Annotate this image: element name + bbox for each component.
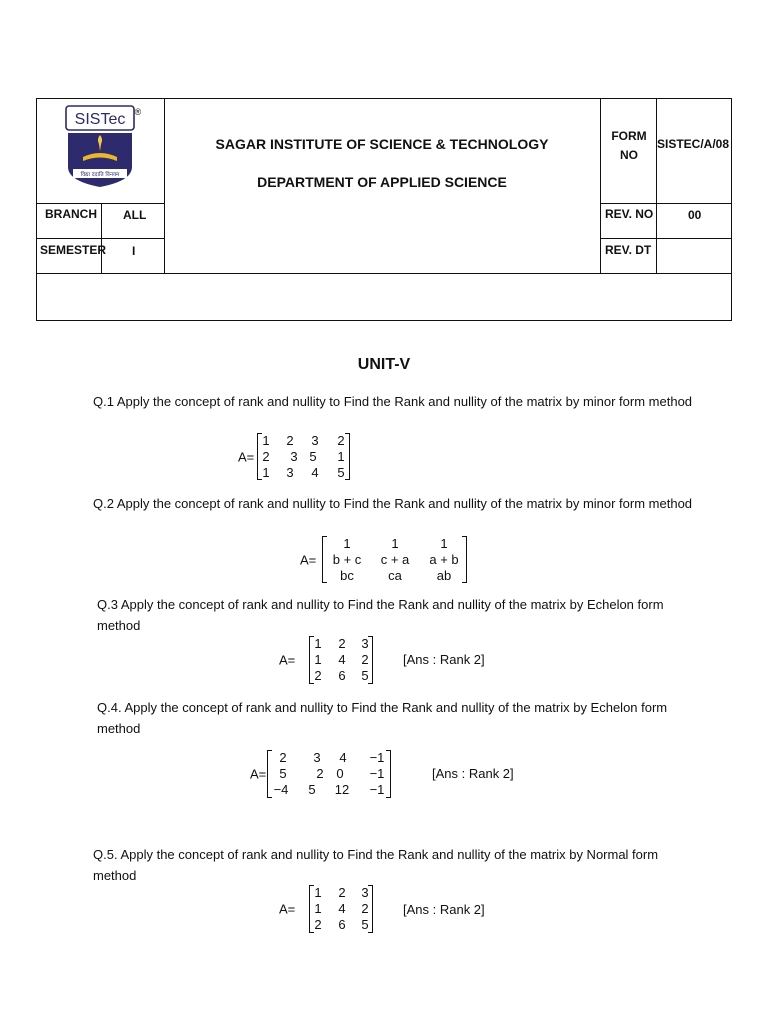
matrix-cell: 5: [309, 449, 317, 464]
sistec-logo: [65, 105, 141, 189]
divider: [37, 273, 732, 274]
right-bracket: [368, 885, 373, 933]
matrix-cell: 3: [290, 449, 298, 464]
matrix-cell: b + c: [332, 552, 362, 567]
matrix-cell: 5: [361, 668, 369, 683]
rev-no-label: REV. NO: [605, 207, 654, 221]
matrix-cell: 2: [361, 652, 369, 667]
unit-title: UNIT-V: [357, 356, 411, 373]
matrix-cell: 1: [314, 652, 322, 667]
left-bracket: [257, 433, 262, 480]
logo-text: SISTec: [74, 111, 126, 128]
matrix-cell: 2: [338, 885, 346, 900]
form-no-label: FORM NO: [611, 129, 647, 162]
matrix-cell: 2: [314, 668, 322, 683]
matrix-cell: 1: [262, 433, 270, 448]
left-bracket: [322, 536, 327, 583]
matrix-cell: 2: [314, 917, 322, 932]
matrix-cell: 1: [337, 449, 345, 464]
matrix-block: [300, 536, 470, 583]
branch-value: ALL: [123, 208, 147, 222]
matrix-prefix: A=: [279, 652, 296, 668]
right-bracket: [345, 433, 350, 480]
matrix-cell: 2: [262, 449, 270, 464]
rev-dt-label: REV. DT: [605, 243, 652, 257]
answer-note: [Ans : Rank 2]: [403, 652, 485, 667]
divider: [101, 203, 102, 273]
matrix-cell: 4: [339, 750, 347, 765]
matrix: [322, 536, 467, 583]
branch-label: BRANCH: [45, 207, 97, 221]
matrix-cell: 2: [338, 636, 346, 651]
divider: [601, 238, 732, 239]
matrix-cell: 2: [279, 750, 287, 765]
matrix-cell: a + b: [429, 552, 459, 567]
matrix: [267, 750, 391, 798]
matrix-cell: 1: [391, 536, 399, 551]
matrix-prefix: A=: [250, 766, 267, 782]
matrix-cell: −1: [369, 782, 385, 797]
matrix-prefix: A=: [279, 901, 296, 917]
matrix-cell: 3: [361, 885, 369, 900]
question-text: Q.5. Apply the concept of rank and nullity to Find the Rank and nullity of the matrix by Normal form method: [93, 847, 659, 883]
matrix-cell: 6: [338, 668, 346, 683]
matrix-cell: c + a: [380, 552, 410, 567]
registered-mark: ®: [134, 107, 141, 117]
matrix-cell: 4: [311, 465, 319, 480]
matrix-prefix: A=: [238, 449, 255, 464]
matrix-cell: 3: [313, 750, 321, 765]
matrix-cell: 1: [314, 885, 322, 900]
question-text: Q.2 Apply the concept of rank and nullity to Find the Rank and nullity of the matrix by minor form method: [93, 496, 693, 511]
matrix-cell: 5: [361, 917, 369, 932]
right-bracket: [462, 536, 467, 583]
right-bracket: [368, 636, 373, 684]
matrix-block: [279, 885, 379, 933]
matrix-cell: 3: [361, 636, 369, 651]
left-bracket: [267, 750, 272, 798]
matrix-cell: ab: [436, 568, 452, 583]
question-text: Q.1 Apply the concept of rank and nullity to Find the Rank and nullity of the matrix by minor form method: [93, 394, 693, 409]
matrix-cell: 5: [337, 465, 345, 480]
matrix-cell: −4: [273, 782, 289, 797]
matrix-cell: 2: [337, 433, 345, 448]
matrix-cell: −1: [369, 750, 385, 765]
institute-name: SAGAR INSTITUTE OF SCIENCE & TECHNOLOGY: [215, 136, 549, 152]
department-name: DEPARTMENT OF APPLIED SCIENCE: [257, 174, 507, 190]
header-table: [36, 98, 732, 321]
matrix-cell: bc: [340, 568, 354, 583]
left-bracket: [309, 636, 314, 684]
left-bracket: [309, 885, 314, 933]
matrix-cell: 3: [311, 433, 319, 448]
matrix-block: [250, 750, 395, 798]
matrix-cell: 1: [314, 636, 322, 651]
matrix: [309, 636, 373, 684]
matrix-cell: 1: [440, 536, 448, 551]
matrix: [257, 433, 350, 480]
matrix-cell: −1: [369, 766, 385, 781]
question-text: Q.3 Apply the concept of rank and nullity to Find the Rank and nullity of the matrix by Echelon form method: [97, 597, 664, 633]
matrix-cell: 2: [316, 766, 324, 781]
matrix-cell: ca: [388, 568, 402, 583]
matrix-cell: 1: [262, 465, 270, 480]
answer-note: [Ans : Rank 2]: [403, 902, 485, 917]
semester-label: SEMESTER: [40, 243, 107, 257]
matrix-prefix: A=: [300, 552, 317, 567]
matrix-block: [238, 433, 358, 480]
divider: [601, 203, 732, 204]
matrix-cell: 4: [338, 901, 346, 916]
rev-no-value: 00: [688, 208, 702, 222]
matrix-cell: 3: [286, 465, 294, 480]
question-text: Q.4. Apply the concept of rank and nullity to Find the Rank and nullity of the matrix by Echelon form method: [97, 700, 668, 736]
matrix-cell: 5: [308, 782, 316, 797]
divider: [600, 99, 601, 274]
logo-tagline: विद्या ददाति विनयम: [80, 172, 120, 178]
matrix-cell: 2: [361, 901, 369, 916]
matrix-cell: 2: [286, 433, 294, 448]
form-no-value: SISTEC/A/08: [657, 137, 730, 151]
answer-note: [Ans : Rank 2]: [432, 766, 514, 781]
matrix-cell: 12: [334, 782, 350, 797]
matrix-cell: 1: [343, 536, 351, 551]
right-bracket: [386, 750, 391, 798]
divider: [656, 99, 657, 274]
matrix-cell: 4: [338, 652, 346, 667]
matrix-block: [279, 636, 379, 684]
matrix-cell: 1: [314, 901, 322, 916]
semester-value: I: [132, 244, 136, 258]
matrix-cell: 6: [338, 917, 346, 932]
matrix: [309, 885, 373, 933]
matrix-cell: 0: [336, 766, 344, 781]
matrix-cell: 5: [279, 766, 287, 781]
